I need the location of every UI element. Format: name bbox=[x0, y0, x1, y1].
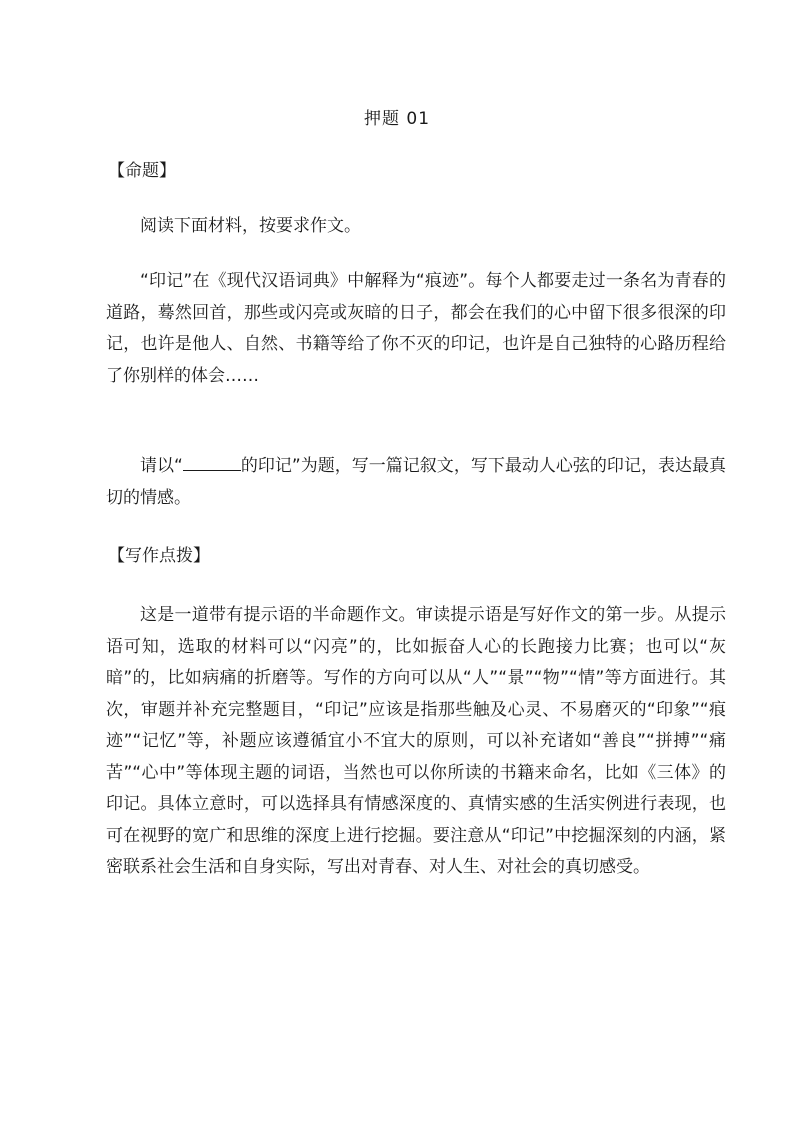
page-title: 押题 01 bbox=[363, 109, 431, 129]
section-heading-guide: 【写作点拨】 bbox=[108, 546, 210, 566]
prompt-paragraph bbox=[106, 451, 726, 514]
instruction-paragraph: 阅读下面材料，按要求作文。 bbox=[140, 216, 361, 236]
prompt-text-after-blank: 的印记”为题，写一篇记叙文，写下最动人心弦的印记，表达最真切的情感。 bbox=[106, 456, 727, 508]
section-heading-prompt: 【命题】 bbox=[108, 161, 176, 181]
prompt-text-before-blank: 请以“ bbox=[140, 456, 183, 476]
analysis-paragraph: 这是一道带有提示语的半命题作文。审读提示语是写好作文的第一步。从提示语可知，选取的材料可以“闪亮”的，比如振奋人心的长跑接力比赛；也可以“灰暗”的，比如病痛的折磨等。写作的方向可以从“人”“景”“物”“情”等方面进行。其次，审题并补充完整题目，“印记”应该是指那些触及心灵、不易磨灭的“印象”“痕迹”“记忆”等，补题应该遵循宜小不宜大的原则，可以补充诸如“善良”“拼搏”“痛苦”“心中”等体现主题的词语，当然也可以你所读的书籍来命名，比如《三体》的印记。具体立意时，可以选择具有情感深度的、真情实感的生活实例进行表现，也可在视野的宽广和思维的深度上进行挖掘。要注意从“印记”中挖掘深刻的内涵，紧密联系社会生活和自身实际，写出对青春、对人生、对社会的真切感受。 bbox=[106, 605, 726, 877]
material-paragraph: “印记”在《现代汉语词典》中解释为“痕迹”。每个人都要走过一条名为青春的道路，蓦然回首，那些或闪亮或灰暗的日子，都会在我们的心中留下很多很深的印记，也许是他人、自然、书籍等给了你不灭的印记，也许是自己独特的心路历程给了你别样的体会…… bbox=[106, 271, 726, 386]
title-blank bbox=[183, 453, 241, 471]
